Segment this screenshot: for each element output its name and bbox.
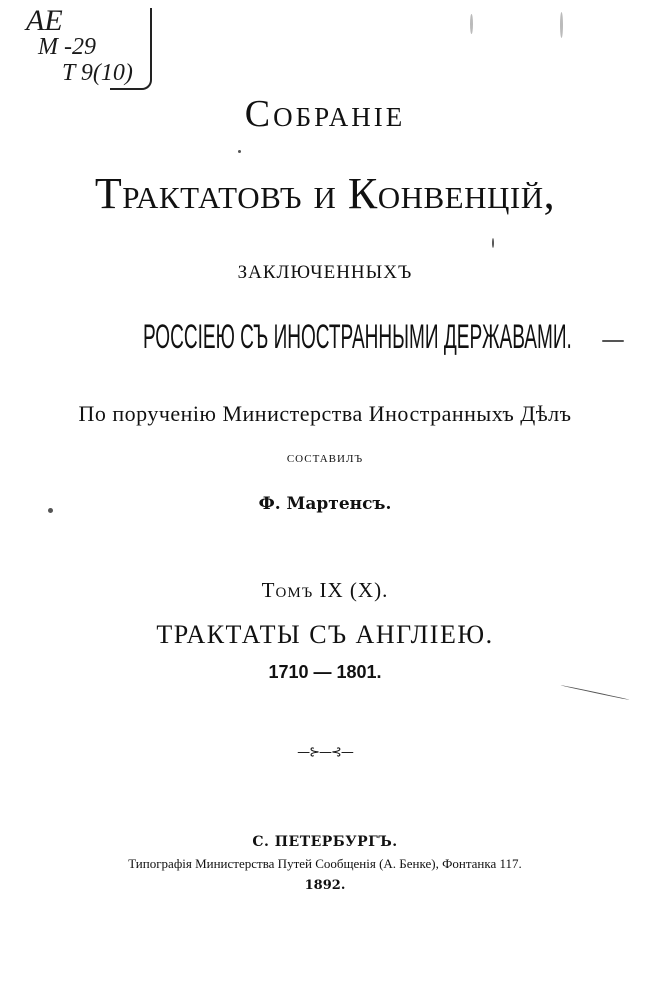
scan-speck [470, 14, 473, 34]
title-line-3: ЗАКЛЮЧЕННЫХЪ [237, 262, 413, 283]
title-line-2: Трактатовъ и Конвенцій, [94, 169, 556, 218]
volume-label: Томъ IX (X). [261, 578, 389, 602]
author-name: Ф. Мартенсъ. [258, 494, 392, 514]
scan-speck [492, 238, 494, 248]
scan-speck [602, 340, 624, 342]
shelfmark-line-3: T 9(10) [62, 60, 133, 86]
scan-speck [561, 685, 630, 701]
shelfmark-line-1: AE [26, 4, 63, 37]
commission-line: По порученію Министерства Иностранныхъ Дѣлъ [78, 401, 572, 426]
subtitle: ТРАКТАТЫ СЪ АНГЛІЕЮ. [156, 620, 494, 649]
scan-speck [48, 508, 53, 513]
title-line-4: РОССІЕЮ СЪ ИНОСТРАННЫМИ ДЕРЖАВАМИ. [143, 318, 572, 356]
scan-speck [560, 12, 563, 38]
imprint-year: 1892. [304, 878, 346, 893]
scan-speck [238, 150, 241, 153]
library-shelfmark [10, 4, 150, 90]
imprint-printer: Типографія Министерства Путей Сообщенія (А. Бенке), Фонтанка 117. [128, 856, 522, 871]
title-line-1: Собраніе [244, 93, 406, 135]
imprint-city: С. ПЕТЕРБУРГЪ. [252, 834, 398, 850]
date-range: 1710 — 1801. [268, 662, 382, 682]
compiler-label: СОСТАВИЛЪ [286, 453, 364, 465]
ornament-divider: —⊱—⊰— [297, 745, 353, 760]
shelfmark-line-2: M -29 [38, 34, 96, 60]
